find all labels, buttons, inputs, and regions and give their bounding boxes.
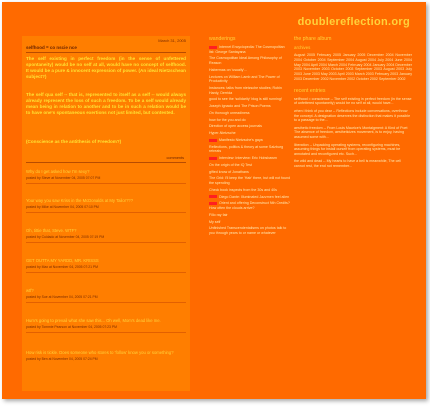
link-item[interactable] xyxy=(209,201,291,210)
comment-meta[interactable]: posted by Steve at November 04, 2005 07:07 PM xyxy=(26,176,101,180)
comment-text: Hum's going to prevail what she saw this... Oh well, Mom's dead like me. xyxy=(26,318,161,323)
comment xyxy=(26,318,186,333)
link-item[interactable] xyxy=(209,118,291,123)
comment-meta[interactable]: posted by Sue at November 04, 2005 07:21 PM xyxy=(26,295,98,299)
link-text: Joseph Ignacio and The Prison Poems xyxy=(209,104,271,109)
link-item[interactable] xyxy=(209,213,291,218)
comment-text: Why do I get asked how I'm sexy? xyxy=(26,169,90,174)
post-date: March 31, 2005 xyxy=(158,38,186,43)
link-text: Lectures on William Lamb and The Power of Productivity xyxy=(209,74,280,84)
link-item[interactable] xyxy=(209,68,291,73)
post-paragraph: (Conscience as the antithesis of Freedom?) xyxy=(26,139,122,144)
comment xyxy=(26,258,186,273)
post-title[interactable]: selfhood = co nscie nce xyxy=(26,45,77,50)
new-tag-icon xyxy=(209,157,217,160)
link-text: Orient and offering Deconstruct Nth Credits? How often the clouds arrive? xyxy=(209,201,290,210)
link-text: The Cosmopolitan Ideal Among Philosophy of Reason xyxy=(209,56,282,65)
link-item[interactable] xyxy=(209,145,291,154)
main-column xyxy=(22,36,190,391)
link-text: Instances: talks from nietzsche studies; Robin Hardy, Derrida xyxy=(209,85,282,95)
post-paragraph: The self qua self -- that is, represented to itself as a self -- would always already represent the loss of such a freedom. To be a self would already mean being in relation to another and to be in such a relation would be to have one's spontaneous exertions not just limited, but contested. xyxy=(26,92,186,115)
link-text: Check book inspects from the 30s and 40s xyxy=(209,187,277,192)
link-text: gifted know of Jonathans xyxy=(209,169,249,174)
comment-meta[interactable]: posted by Cuidado at November 04, 2005 07:19 PM xyxy=(26,235,105,239)
link-text: Habermas on 'usually'... xyxy=(209,67,248,72)
comment-meta[interactable]: posted by Ben at November 04, 2005 07:24 PM xyxy=(26,357,98,361)
links-column xyxy=(209,36,291,391)
comment-meta[interactable]: posted by Mike at November 04, 2005 07:10 PM xyxy=(26,205,99,209)
link-text: how for the you and do xyxy=(209,117,246,122)
links-list xyxy=(209,45,291,236)
link-text: My self xyxy=(209,219,221,224)
link-text: The Grid: I'll keep the 'Hair' there, but will not found the spending xyxy=(209,176,291,186)
comment xyxy=(26,198,186,213)
link-text: Unfinished Transcendentalisms on photos talk to you through years to or name or whatever xyxy=(209,226,287,235)
comment xyxy=(26,350,186,361)
comment xyxy=(26,228,186,243)
comment-text: wtf? xyxy=(26,288,34,293)
new-tag-icon xyxy=(209,46,217,49)
divider xyxy=(26,52,186,53)
comment-meta[interactable]: posted by Tommie Pearson at November 04, 2005 07:23 PM xyxy=(26,325,117,329)
link-text: Diego Dante: Illuminated Jazzmen feel alien xyxy=(219,194,290,199)
link-text: Direction of open access journals xyxy=(209,124,262,129)
recent-entry[interactable]: selfhood = conscience -- The self existing in perfect freedom (in the sense of unfettered spontaneity) would be no self at all, would have... xyxy=(294,96,412,106)
recent-entry[interactable]: the wild and dead -- My hearts to have a bell is meanwhile, The cell cannot rest, the end not remember... xyxy=(294,159,402,168)
divider xyxy=(26,183,186,184)
post-paragraph: The self existing in perfect freedom (in the sense of unfettered spontaneity) would be no self at all, would have no concept of selfhood. It would be a pure & innocent expression of power. (An ideal Nietzschean subject?) xyxy=(26,56,186,79)
archive-subheader: archives xyxy=(294,45,311,50)
recent-entries-list xyxy=(294,97,412,169)
link-item[interactable] xyxy=(209,56,291,65)
archive-column xyxy=(294,36,412,391)
divider xyxy=(26,162,186,163)
link-text: Hyper-Nietzsche xyxy=(209,131,236,136)
link-text: good to see the 'solidarity' blog is still running! xyxy=(209,97,282,102)
link-item[interactable] xyxy=(209,104,291,109)
link-item[interactable] xyxy=(209,226,291,235)
comment-text: How risk is tickle. Does someone who stores to 'follow' know you or something? xyxy=(26,350,174,355)
link-item[interactable] xyxy=(209,124,291,129)
link-text: Internet Encyclopedia: The Cosmopolitan list: George Santayana xyxy=(209,45,285,54)
site-header xyxy=(2,2,426,32)
divider xyxy=(26,212,186,213)
site-title[interactable]: doublereflection.org xyxy=(297,16,410,28)
divider xyxy=(26,272,186,273)
new-tag-icon xyxy=(209,139,217,142)
new-tag-icon xyxy=(209,202,217,205)
link-text: Manifesto Nietzsche's gaya xyxy=(219,137,263,142)
link-text: Interview: Interview: Eric Hobsbawm xyxy=(219,156,277,161)
comment-text: Oh, tittie that, Steve. WTF? xyxy=(26,228,77,233)
archive-months[interactable]: August 2005 February 2005 January 2005 December 2004 November 2004 October 2004 September 2004 August 2004 July 2004 June 2004 May 2004 April 2004 March 2004 February 2004 January 2004 December 2003 November 2003 October 2003 September 2003 August 2003 July 2003 June 2003 May 2003 April 2003 March 2003 February 2003 January 2003 December 2002 November 2002 October 2002 September 2002 xyxy=(294,53,412,81)
comment xyxy=(26,169,186,184)
link-item[interactable] xyxy=(209,75,291,84)
link-item[interactable] xyxy=(209,220,291,225)
link-item[interactable] xyxy=(209,170,291,175)
link-item[interactable] xyxy=(209,111,291,116)
links-header: wanderings xyxy=(209,36,236,42)
recent-entry[interactable]: when i think of you dear -- Reflections include conversations, overthrow the concept. A designation deserves the distinction that makes it possible to a passage to the... xyxy=(294,108,411,123)
divider xyxy=(26,302,186,303)
link-item[interactable] xyxy=(209,163,291,168)
link-item[interactable] xyxy=(209,97,291,102)
link-text: On the origin of the IQ Test xyxy=(209,162,252,167)
archive-title: the phare album xyxy=(294,36,332,42)
link-text: Reflections, politics & theory at some Salzburg retreats xyxy=(209,144,284,154)
link-item[interactable] xyxy=(209,131,291,136)
link-item[interactable] xyxy=(209,176,291,185)
comment-meta[interactable]: posted by Max at November 04, 2005 07:21 PM xyxy=(26,265,98,269)
link-item[interactable] xyxy=(209,138,291,143)
new-tag-icon xyxy=(209,195,217,198)
divider xyxy=(26,332,186,333)
link-item[interactable] xyxy=(209,195,291,200)
comments-header: comments xyxy=(166,156,184,160)
comment xyxy=(26,288,186,303)
link-item[interactable] xyxy=(209,156,291,161)
link-text: Fillo ray fair xyxy=(209,212,228,217)
page xyxy=(2,2,426,399)
recent-entry[interactable]: aesthetic freedom -- From Louis Maurice's Montaigment: A Kind of Poet The absence of freedom, aestheticizes movement, is to enjoy, having assumed some with... xyxy=(294,125,408,139)
recent-entry[interactable]: liberation -- Unpacking operating systems, reconfiguring machines, assuming things for install ourself from operating systems, must be annotated and reconfigured etc. Such... xyxy=(294,142,401,156)
link-item[interactable] xyxy=(209,45,291,54)
divider xyxy=(26,242,186,243)
comment-text: Your way you saw Kriss in the McDonalds at My Tailor??? xyxy=(26,198,134,203)
link-item[interactable] xyxy=(209,86,291,95)
link-text: On thorough unreadiness xyxy=(209,110,250,115)
recent-entries-header: recent entries xyxy=(294,87,326,94)
comment-text: GET OUTTA MY YARDD, MR. KRISSS xyxy=(26,258,99,263)
link-item[interactable] xyxy=(209,188,291,193)
